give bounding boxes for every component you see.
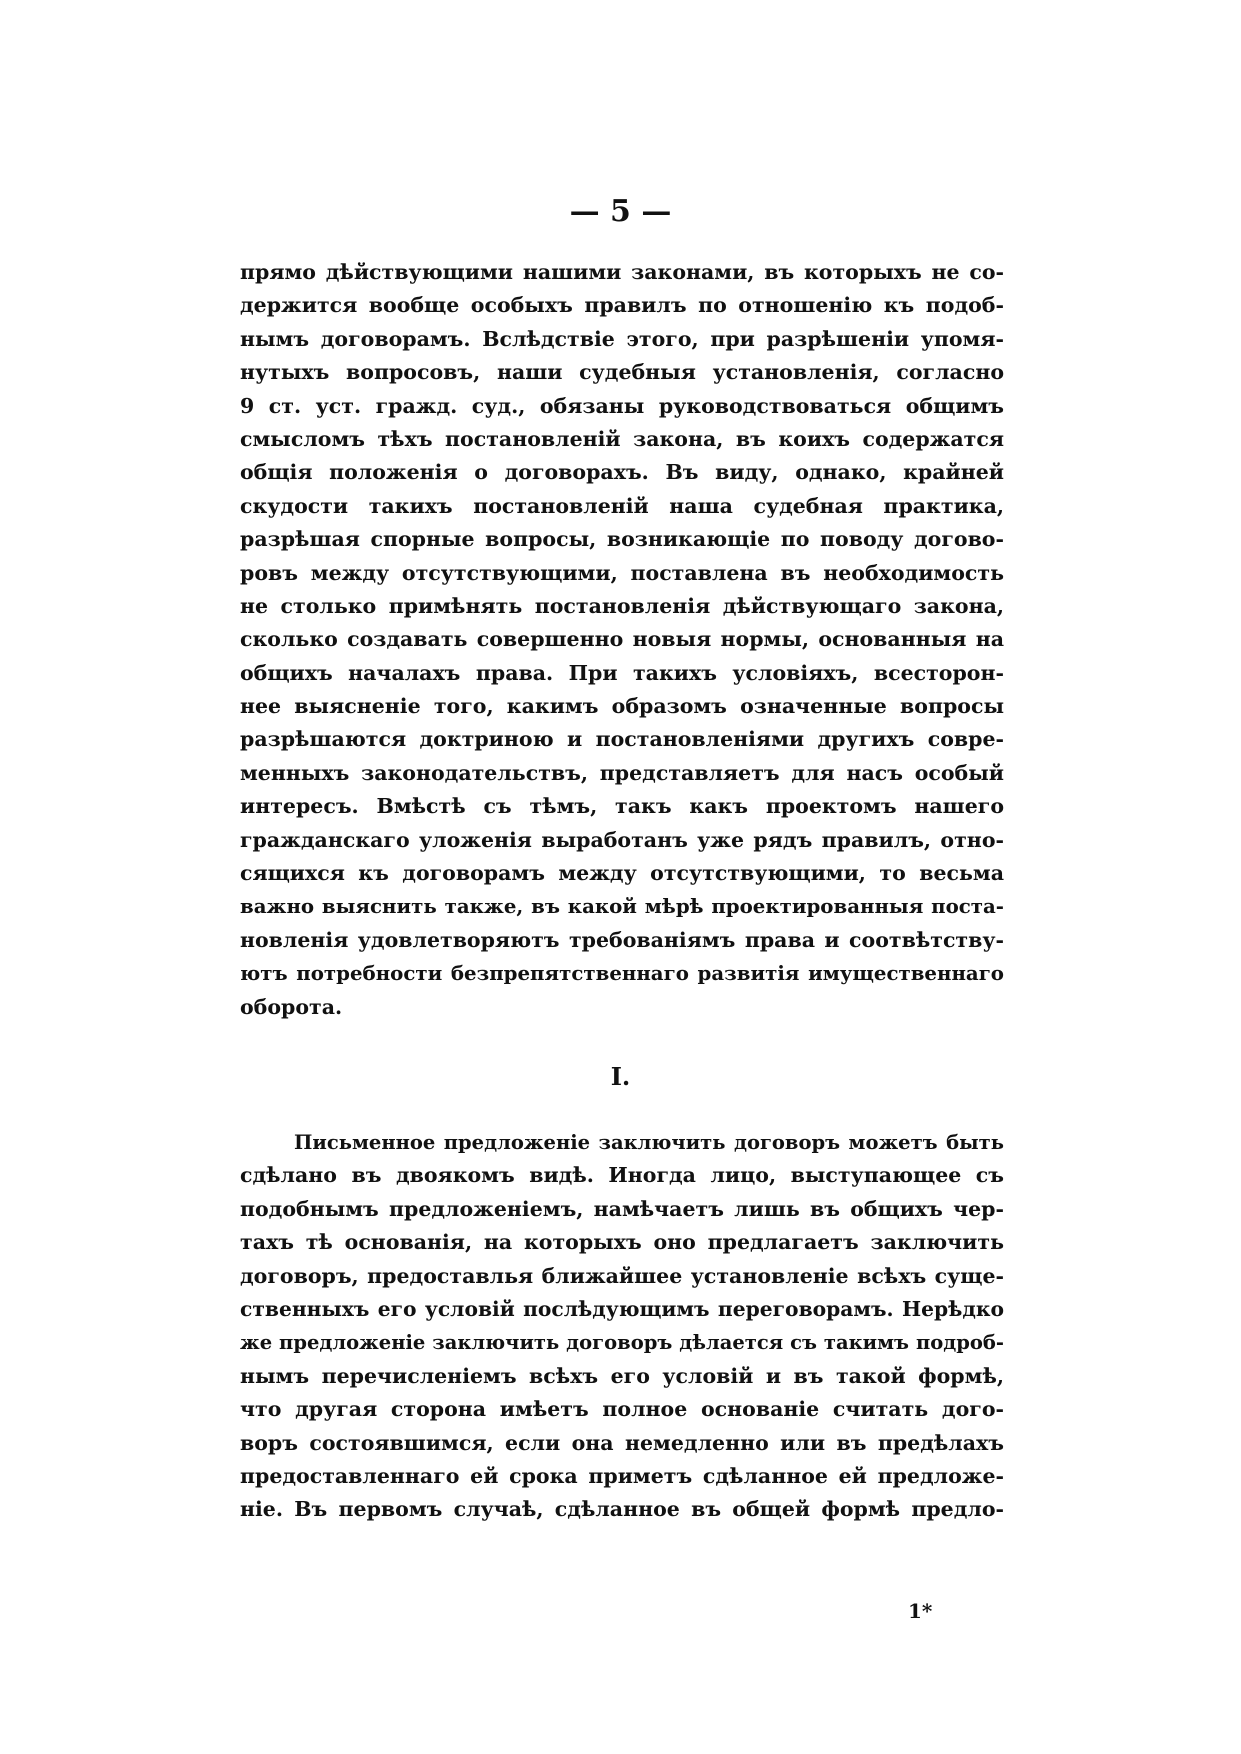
text-line: Письменное предложеніе заключить договоръ можетъ быть — [294, 1131, 1004, 1154]
text-line: новленія удовлетворяютъ требованіямъ права и соотвѣтству- — [240, 927, 1004, 952]
text-line: ніе. Въ первомъ случаѣ, сдѣланное въ общей формѣ предло- — [240, 1497, 1004, 1522]
signature-mark: 1* — [908, 1599, 933, 1623]
text-line: важно выяснить также, въ какой мѣрѣ проектированныя поста- — [240, 894, 1004, 919]
text-line: ровъ между отсутствующими, поставлена въ необходимость — [240, 560, 1004, 585]
section-heading: I. — [610, 1062, 631, 1091]
text-line: ютъ потребности безпрепятственнаго развитія имущественнаго — [240, 961, 1004, 986]
text-line: что другая сторона имѣетъ полное основаніе считать дого- — [240, 1397, 1004, 1422]
text-line: разрѣшая спорные вопросы, возникающіе по поводу догово- — [240, 527, 1004, 552]
text-line: же предложеніе заключить договоръ дѣлается съ такимъ подроб- — [240, 1331, 1004, 1355]
text-line: сдѣлано въ двоякомъ видѣ. Иногда лицо, выступающее съ — [240, 1163, 1004, 1188]
paragraph-section-one — [240, 1126, 1004, 1527]
text-line: держится вообще особыхъ правилъ по отношенію къ подоб- — [240, 293, 1004, 318]
text-line: общихъ началахъ права. При такихъ условіяхъ, всесторон- — [240, 660, 1004, 685]
paragraph-continuation — [240, 256, 1004, 1024]
text-line: разрѣшаются доктриною и постановленіями другихъ совре- — [240, 727, 1004, 752]
text-line: не столько примѣнять постановленія дѣйствующаго закона, — [240, 593, 1004, 618]
text-line: смысломъ тѣхъ постановленій закона, въ коихъ содержатся — [240, 426, 1004, 451]
text-line: менныхъ законодательствъ, представляетъ для насъ особый — [240, 760, 1004, 785]
text-line: ственныхъ его условій послѣдующимъ переговорамъ. Нерѣдко — [240, 1296, 1004, 1321]
text-line: гражданскаго уложенія выработанъ уже рядъ правилъ, отно- — [240, 827, 1004, 852]
text-line: тахъ тѣ основанія, на которыхъ оно предлагаетъ заключить — [240, 1230, 1004, 1255]
text-line: общія положенія о договорахъ. Въ виду, однако, крайней — [240, 460, 1004, 485]
text-line: нымъ перечисленіемъ всѣхъ его условій и въ такой формѣ, — [240, 1363, 1004, 1388]
text-line: сколько создавать совершенно новыя нормы, основанныя на — [240, 627, 1004, 652]
text-line: подобнымъ предложеніемъ, намѣчаетъ лишь въ общихъ чер- — [240, 1196, 1004, 1221]
text-line: нее выясненіе того, какимъ образомъ означенные вопросы — [240, 694, 1004, 719]
text-line: воръ состоявшимся, если она немедленно или въ предѣлахъ — [240, 1430, 1004, 1455]
text-line: интересъ. Вмѣстѣ съ тѣмъ, такъ какъ проектомъ нашего — [240, 794, 1004, 819]
text-line: оборота. — [240, 994, 343, 1019]
text-line: 9 ст. уст. гражд. суд., обязаны руководствоваться общимъ — [240, 393, 1004, 418]
text-line: сящихся къ договорамъ между отсутствующими, то весьма — [240, 861, 1004, 886]
text-line: нутыхъ вопросовъ, наши судебныя установленія, согласно — [240, 360, 1004, 385]
text-line: прямо дѣйствующими нашими законами, въ которыхъ не со- — [240, 260, 1004, 284]
text-line: скудости такихъ постановленій наша судебная практика, — [240, 493, 1004, 518]
page-number: — 5 — — [569, 194, 672, 229]
text-line: договоръ, предоставлья ближайшее установленіе всѣхъ суще- — [240, 1263, 1004, 1288]
text-line: предоставленнаго ей срока приметъ сдѣланное ей предложе- — [240, 1463, 1004, 1488]
text-line: нымъ договорамъ. Вслѣдствіе этого, при разрѣшеніи упомя- — [240, 326, 1004, 351]
